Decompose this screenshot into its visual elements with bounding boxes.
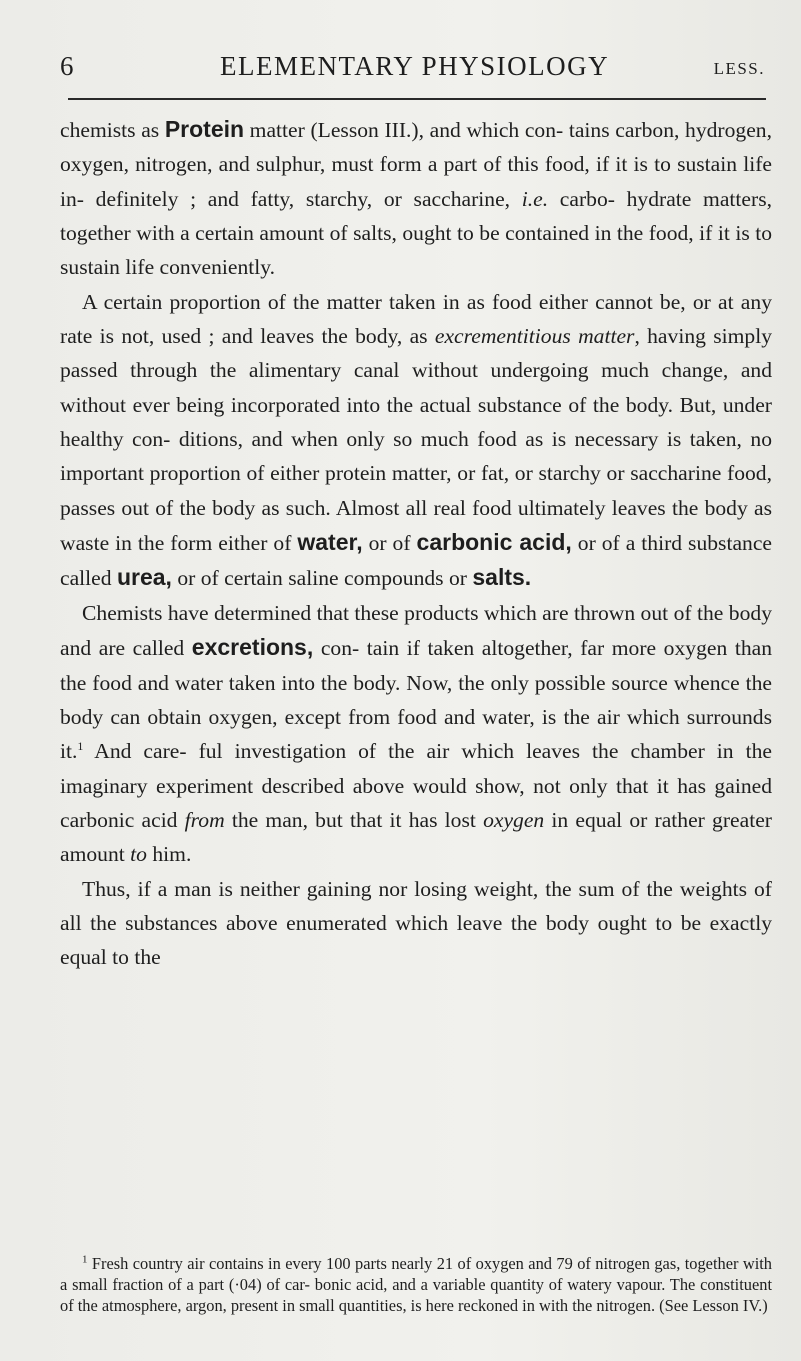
term-from: from [184, 807, 225, 832]
footnote-reference[interactable]: 1 [77, 739, 84, 753]
header-rule [68, 98, 766, 100]
term-carbonic-acid: carbonic acid, [416, 529, 572, 556]
term-to: to [130, 842, 147, 867]
term-oxygen: oxygen [483, 807, 545, 832]
footnote-text: Fresh country air contains in every 100 parts nearly 21 of oxygen and 79 of nitrogen gas, together with a small fraction of a part (·04) of car- bonic acid, and a variable quantity of watery vapour. The constituent of the atmosphere, argon, present in small quantities, is here reckoned in with the nitrogen. (See Lesson IV.) [60, 1254, 772, 1315]
page-number: 6 [60, 51, 74, 81]
footnote-marker: 1 [82, 1253, 88, 1266]
footnote [60, 1253, 772, 1316]
term-excrementitious-matter: excrementitious matter [434, 324, 635, 349]
page-header [60, 46, 765, 86]
paragraph-1: chemists as Protein matter (Lesson III.), and which con- tains carbon, hydrogen, oxygen, nitrogen, and sulphur, must form a part of this food, if it is to sustain life in- definitely ; and fatty, starchy, or saccharine, i.e. carbo- hydrate matters, together with a certain amount of salts, ought to be contained in the food, if it is to sustain life conveniently. [60, 116, 773, 280]
term-excretions: excretions, [191, 634, 314, 661]
paragraph-3: Chemists have determined that these products which are thrown out of the body and are called excretions, con- tain if taken altogether, far more oxygen than the food and water taken into the body. Now, the only possible source whence the body can obtain oxygen, except from food and water, is the air which surrounds it.$^1$ And care- ful investigation of the air which leaves the chamber in the imaginary experiment described above would show, not only that it has gained carbonic acid from the man, but that it has lost oxygen in equal or rather greater amount to him. [60, 600, 772, 867]
term-ie: i.e. [521, 186, 549, 211]
term-protein: Protein [164, 116, 245, 142]
term-salts: salts. [472, 564, 532, 591]
term-water: water, [297, 529, 363, 556]
running-title: ELEMENTARY PHYSIOLOGY [220, 51, 610, 81]
lesson-tag: LESS. [713, 59, 765, 78]
body-text [60, 112, 772, 975]
paragraph-2: A certain proportion of the matter taken in as food either cannot be, or at any rate is not, used ; and leaves the body, as excrementitious matter, having simply passed through the alimentary canal without undergoing much change, and without ever being incorporated into the actual substance of the body. But, under healthy con- ditions, and when only so much food as is necessary is taken, no important proportion of either protein matter, or fat, or starchy or saccharine food, passes out of the body as such. Almost all real food ultimately leaves the body as waste in the form either of water, or of carbonic acid, or of a third substance called urea, or of certain saline compounds or salts. [60, 289, 773, 591]
paragraph-4: Thus, if a man is neither gaining nor losing weight, the sum of the weights of all the substances above enumerated which leave the body ought to be exactly equal to the [60, 876, 772, 970]
term-urea: urea, [116, 564, 172, 591]
